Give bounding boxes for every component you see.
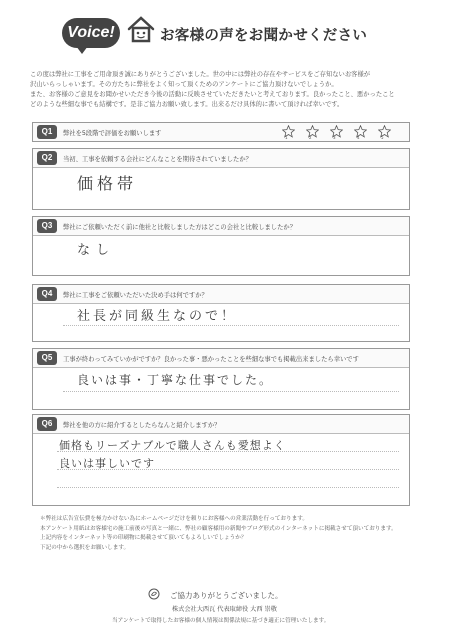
answer-q2: 価格帯 <box>77 174 138 193</box>
footer-note: 下記の中から選択をお願いします。 <box>40 544 130 551</box>
company-name: 株式会社大西瓦 代表取締役 大西 崇敬 <box>172 606 277 613</box>
privacy-note: 当アンケートで取得したお客様の個人情報は関係法規に基づき適正に管理いたします。 <box>112 618 330 624</box>
survey-header <box>62 12 392 66</box>
footer-note: 上記内容をインターネット等の印刷物に掲載させて頂いてもよろしいでしょうか？ <box>40 535 247 541</box>
leaf-icon <box>148 588 160 600</box>
question-2-text: 当初、工事を依頼する会社にどんなことを期待されていましたか？ <box>63 155 252 163</box>
answer-q4: 社長が同級生なので！ <box>77 309 238 324</box>
question-1-bar <box>33 123 409 141</box>
voice-badge: Voice! <box>62 18 120 48</box>
question-2-bar <box>33 149 409 168</box>
footer-notes <box>40 515 420 553</box>
rating-stars <box>282 125 391 138</box>
answer-line <box>57 487 399 488</box>
star-icon[interactable] <box>282 125 295 138</box>
question-4-block <box>32 284 410 342</box>
star-icon[interactable] <box>378 125 391 138</box>
thanks-message: ご協力ありがとうございました。 <box>170 591 283 600</box>
star-icon[interactable] <box>330 125 343 138</box>
question-3-number: Q3 <box>37 219 57 233</box>
question-6-block <box>32 414 410 506</box>
page-title: お客様の声をお聞かせください <box>160 28 368 44</box>
question-1-number: Q1 <box>37 125 57 139</box>
star-number: 4 <box>357 135 360 140</box>
question-4-text: 弊社に工事をご依頼いただいた決め手は何ですか？ <box>63 291 208 299</box>
star-number: 3 <box>333 135 336 140</box>
question-4-number: Q4 <box>37 287 57 301</box>
answer-line <box>57 469 399 470</box>
question-5-number: Q5 <box>37 351 57 365</box>
answer-line <box>57 451 399 452</box>
question-3-bar <box>33 217 409 236</box>
question-2-number: Q2 <box>37 151 57 165</box>
intro-line: また、お客様のご意見をお聞かせいただき今後の活動に反映させていただきたいと考えております。良かったこと、悪かったこと <box>30 91 395 98</box>
question-2-block <box>32 148 410 210</box>
question-6-text: 弊社を他の方に紹介するとしたらなんと紹介しますか？ <box>63 421 221 429</box>
answer-q5: 良いは事・丁寧な仕事でした。 <box>77 373 274 387</box>
question-1-text: 弊社を5段階で評価をお願いします <box>63 129 162 137</box>
question-1-block <box>32 122 410 142</box>
intro-line: 沢山いらっしゃいます。その方たちに弊社をよく知って頂くためのアンケートにご協力頂けないでしょうか。 <box>30 81 338 88</box>
answer-q6-line2: 良いは事しいです <box>59 457 155 470</box>
intro-line: この度は弊社に工事をご用命頂き誠にありがとうございました。世の中には弊社の存在やサービスをご存知ないお客様が <box>30 71 371 78</box>
question-5-bar <box>33 349 409 368</box>
star-icon[interactable] <box>306 125 319 138</box>
star-number: 2 <box>309 135 312 140</box>
question-4-bar <box>33 285 409 304</box>
answer-q3: なし <box>77 243 116 258</box>
question-3-block <box>32 216 410 276</box>
question-6-number: Q6 <box>37 417 57 431</box>
question-3-text: 弊社にご依頼いただく前に他社と比較しました方はどこの会社と比較しましたか？ <box>63 223 296 231</box>
answer-q6-line1: 価格もリーズナブルで職人さんも愛想よく <box>59 439 286 452</box>
star-number: 1 <box>285 135 288 140</box>
footer-note: 本アンケート用紙はお客様宅の施工前後の写真と一緒に、弊社の顧客様用の新聞やブログ形式のインターネットに掲載させて頂いております。 <box>40 525 397 532</box>
intro-line: どのような些細な事でも結構です。是非ご協力お願い致します。出来るだけ具体的に書いて頂ければ幸いです。 <box>30 101 344 108</box>
question-6-bar <box>33 415 409 434</box>
star-number: 5 <box>381 135 384 140</box>
answer-line <box>63 325 399 326</box>
intro-text <box>30 70 424 110</box>
house-icon <box>126 14 156 44</box>
star-icon[interactable] <box>354 125 367 138</box>
footer-note: ＊弊社は広告宣伝費を極力かけない為にホームページだけを頼りにお客様への営業活動を行っております。 <box>40 516 308 522</box>
answer-line <box>63 391 399 392</box>
question-5-block <box>32 348 410 410</box>
question-5-text: 工事が終わってみていかがですか？良かった事・悪かったことを些細な事でも掲載出来ましたら幸いです <box>63 355 359 363</box>
